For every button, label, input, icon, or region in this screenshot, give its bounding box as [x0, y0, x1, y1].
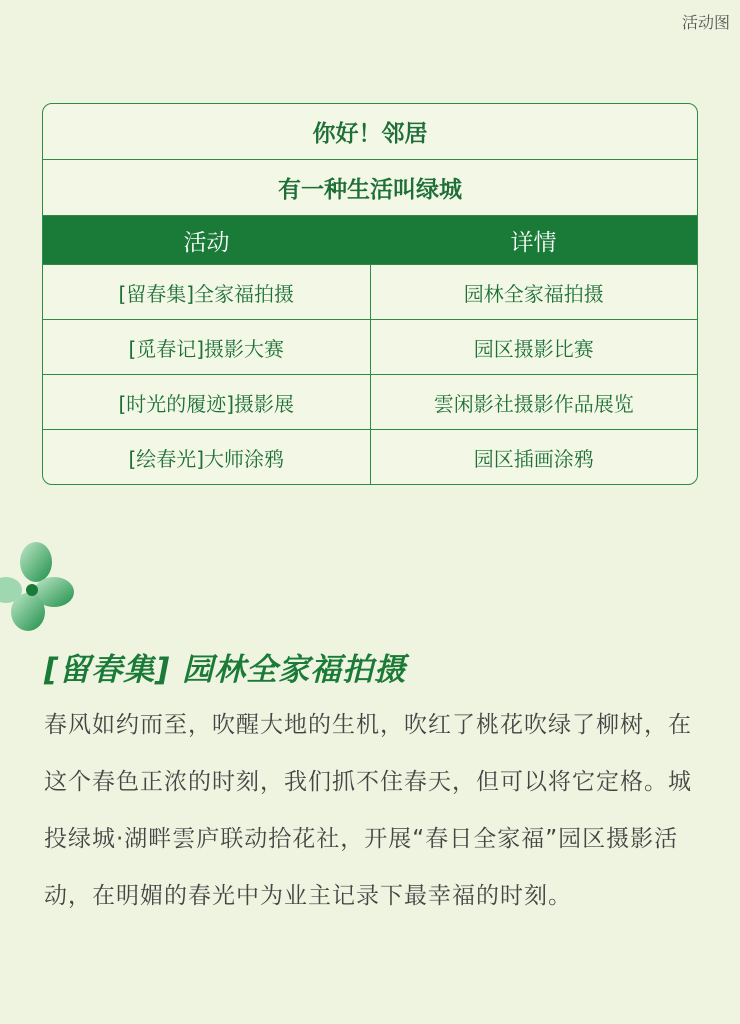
table-row [43, 374, 697, 429]
table-row [43, 429, 697, 484]
table-title-greeting: 你好！邻居 [43, 104, 697, 160]
table-header-row [43, 216, 697, 264]
table-title-slogan: 有一种生活叫绿城 [43, 160, 697, 216]
row-activity: [留春集]全家福拍摄 [118, 281, 295, 306]
activity-table [42, 103, 698, 485]
table-row [43, 319, 697, 374]
row-detail: 园区插画涂鸦 [370, 430, 698, 484]
row-detail: 园区摄影比赛 [370, 320, 698, 374]
section-title: [留春集] 园林全家福拍摄 [44, 652, 407, 688]
table-row [43, 264, 697, 319]
row-activity: [绘春光]大师涂鸦 [128, 446, 285, 471]
row-detail: 园林全家福拍摄 [370, 265, 698, 319]
row-detail: 雲闲影社摄影作品展览 [370, 375, 698, 429]
clover-icon [0, 540, 76, 632]
header-activity: 活动 [183, 229, 230, 256]
activity-badge: 活动图 [681, 13, 730, 32]
row-activity: [觅春记]摄影大赛 [128, 336, 285, 361]
section-body: 春风如约而至，吹醒大地的生机，吹红了桃花吹绿了柳树，在这个春色正浓的时刻，我们抓不住春天，但可以将它定格。城投绿城·湖畔雲庐联动拾花社，开展“春日全家福”园区摄影活动，在明媚的春光中为业主记录下最幸福的时刻。 [44, 712, 692, 909]
row-activity: [时光的履迹]摄影展 [118, 391, 295, 416]
header-details: 详情 [510, 229, 557, 256]
